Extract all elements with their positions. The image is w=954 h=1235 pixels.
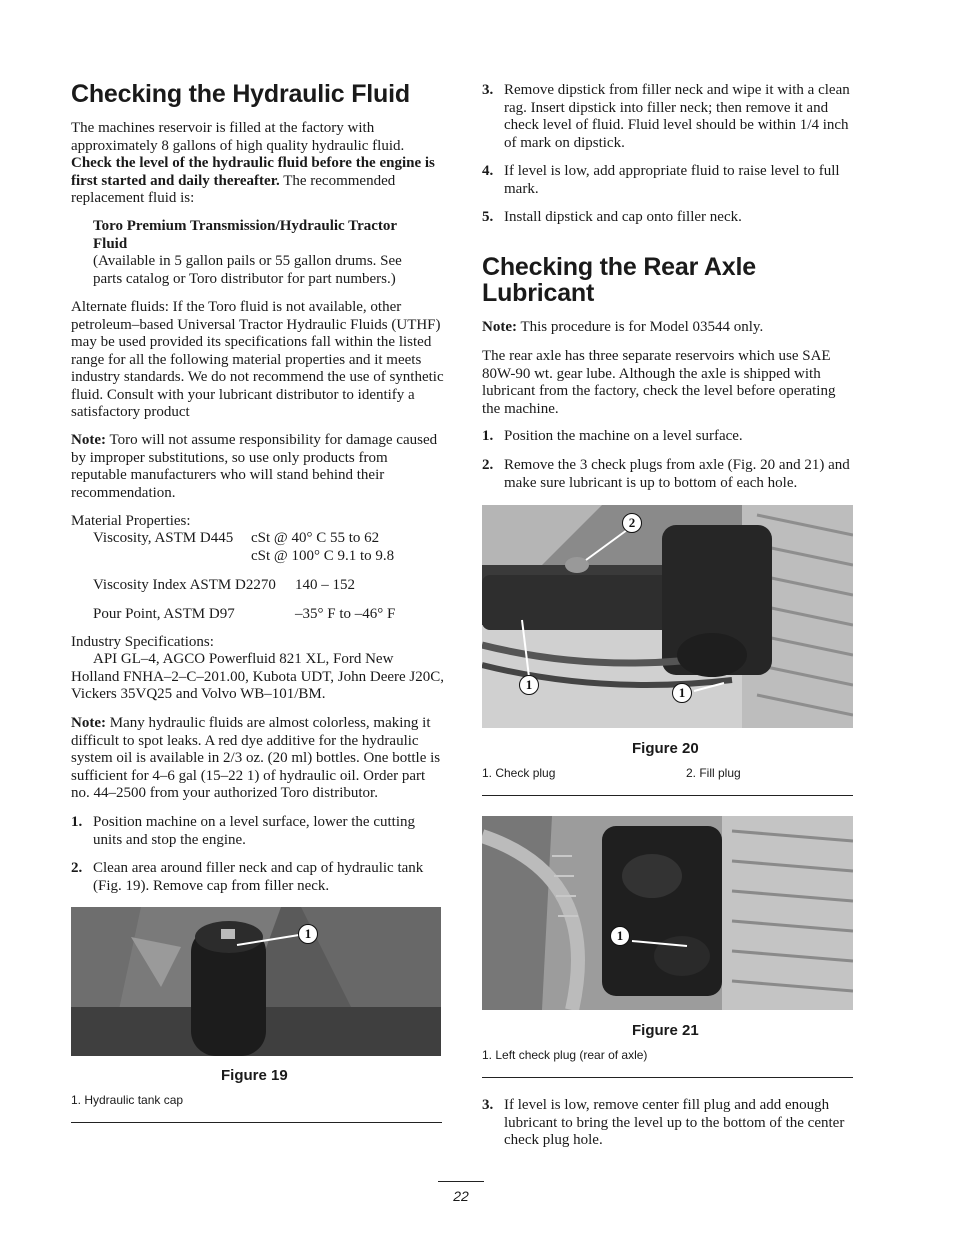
step-text: Position the machine on a level surface. <box>504 428 743 444</box>
callout-left-check-plug: 1 <box>610 926 630 946</box>
alternate-fluids: Alternate fluids: If the Toro fluid is not available, other petroleum–based Universal Tractor Hydraulic Fluids (UTHF) may be used provided its specifications fall within the listed range for all the following material properties and it meets industry standards. We do not recommend the use of synthetic fluid. Consult with your lubricant distributor to identify a satisfactory product <box>71 299 444 420</box>
step-number: 5. <box>482 209 494 225</box>
divider <box>482 1077 853 1078</box>
pour-point-label: Pour Point, ASTM D97 <box>93 606 235 622</box>
callout-fill-plug: 2 <box>622 513 642 533</box>
list-item <box>71 814 445 849</box>
step-number: 1. <box>71 814 83 830</box>
step-text: Remove the 3 check plugs from axle (Fig. 20 and 21) and make sure lubricant is up to bottom of each hole. <box>504 457 850 491</box>
figure-21-legend: 1. Left check plug (rear of axle) <box>482 1048 648 1062</box>
pour-point-value: –35° F to –46° F <box>295 606 396 622</box>
industry-specs-list: API GL–4, AGCO Powerfluid 821 XL, Ford New Holland FNHA–2–C–201.00, Kubota UDT, John Deere J20C, Vickers 35VQ25 and Volvo WB–101/BM. <box>71 651 445 702</box>
figure-20-legend-1: 1. Check plug <box>482 766 556 780</box>
note-label: Note: <box>71 715 106 731</box>
note-text: This procedure is for Model 03544 only. <box>520 319 764 335</box>
rear-axle-underside-illustration <box>482 816 853 1010</box>
note-text: Many hydraulic fluids are almost colorless, making it difficult to spot leaks. A red dye additive for the hydraulic system oil is available in 2/3 oz. (20 ml) bottles. One bottle is sufficient for 4–6 gal (15–22 1) of hydraulic oil. Order part no. 44–2500 from your authorized Toro distributor. <box>71 715 441 801</box>
page-number-rule <box>438 1181 484 1182</box>
list-item <box>71 860 445 895</box>
list-item <box>482 457 854 492</box>
note-responsibility <box>71 432 445 502</box>
figure-20-photo <box>482 505 853 728</box>
viscosity-value-1: cSt @ 40° C 55 to 62 <box>251 530 380 546</box>
note-text: Toro will not assume responsibility for damage caused by improper substitutions, so use only products from reputable manufacturers who will stand behind their recommendation. <box>71 432 438 501</box>
rear-axle-illustration <box>482 505 853 728</box>
title-line-2: Lubricant <box>482 279 595 307</box>
callout-check-plug-right: 1 <box>672 683 692 703</box>
list-item <box>482 163 854 198</box>
figure-21-photo <box>482 816 853 1010</box>
figure-19-photo <box>71 907 441 1056</box>
step-number: 4. <box>482 163 494 179</box>
step-number: 1. <box>482 428 494 444</box>
fluid-name: Toro Premium Transmission/Hydraulic Tractor Fluid <box>93 218 397 252</box>
viscosity-index-value: 140 – 152 <box>295 577 355 593</box>
step-number: 2. <box>482 457 494 473</box>
step-number: 3. <box>482 82 494 98</box>
step-text: If level is low, add appropriate fluid to raise level to full mark. <box>504 163 840 197</box>
note-label: Note: <box>482 319 517 335</box>
list-item <box>482 82 854 152</box>
note-label: Note: <box>71 432 106 448</box>
figure-20-legend-2: 2. Fill plug <box>686 766 741 780</box>
callout-1: 1 <box>298 924 318 944</box>
step-text: Position machine on a level surface, lower the cutting units and stop the engine. <box>93 814 415 848</box>
page-number: 22 <box>453 1188 469 1204</box>
callout-check-plug-left: 1 <box>519 675 539 695</box>
divider <box>482 795 853 796</box>
step-text: Clean area around filler neck and cap of hydraulic tank (Fig. 19). Remove cap from filler neck. <box>93 860 424 894</box>
list-item <box>482 209 854 227</box>
fluid-availability: (Available in 5 gallon pails or 55 gallon drums. See parts catalog or Toro distributor for part numbers.) <box>93 253 402 287</box>
section-title-rear-axle <box>482 254 756 306</box>
figure-19-legend: 1. Hydraulic tank cap <box>71 1093 184 1107</box>
step-text: Remove dipstick from filler neck and wipe it with a clean rag. Insert dipstick into filler neck; then remove it and check level of fluid. Fluid level should be within 1/4 inch of mark on dipstick. <box>504 82 850 151</box>
viscosity-value-2: cSt @ 100° C 9.1 to 9.8 <box>251 548 395 564</box>
hydraulic-tank-illustration <box>71 907 441 1056</box>
viscosity-label: Viscosity, ASTM D445 <box>93 530 234 546</box>
list-item <box>482 428 854 446</box>
divider <box>71 1122 442 1123</box>
material-properties-label: Material Properties: <box>71 513 191 529</box>
intro-text-2: The recommended replacement fluid is: <box>71 172 396 206</box>
figure-20-caption: Figure 20 <box>632 740 699 757</box>
hydraulic-intro <box>71 120 445 208</box>
step-number: 2. <box>71 860 83 876</box>
rear-axle-intro: The rear axle has three separate reservoirs which use SAE 80W-90 wt. gear lube. Although the axle is shipped with lubricant from the factory, check the level before operating the machine. <box>482 348 836 417</box>
note-dye <box>71 715 445 803</box>
intro-bold-text: Check the level of the hydraulic fluid before the engine is first started and daily thereafter. <box>71 155 435 189</box>
step-number: 3. <box>482 1097 494 1113</box>
step-text: If level is low, remove center fill plug and add enough lubricant to bring the level up to the bottom of the center check plug hole. <box>504 1097 845 1148</box>
section-title-hydraulic: Checking the Hydraulic Fluid <box>71 80 410 108</box>
list-item <box>482 1097 854 1150</box>
viscosity-index-label: Viscosity Index ASTM D2270 <box>93 577 276 593</box>
title-line-1: Checking the Rear Axle <box>482 253 756 281</box>
note-model <box>482 319 854 337</box>
step-text: Install dipstick and cap onto filler neck. <box>504 209 742 225</box>
figure-19-caption: Figure 19 <box>221 1067 288 1084</box>
industry-specs-label: Industry Specifications: <box>71 634 214 650</box>
intro-text: The machines reservoir is filled at the factory with approximately 8 gallons of high quality hydraulic fluid. <box>71 120 405 154</box>
figure-21-caption: Figure 21 <box>632 1022 699 1039</box>
